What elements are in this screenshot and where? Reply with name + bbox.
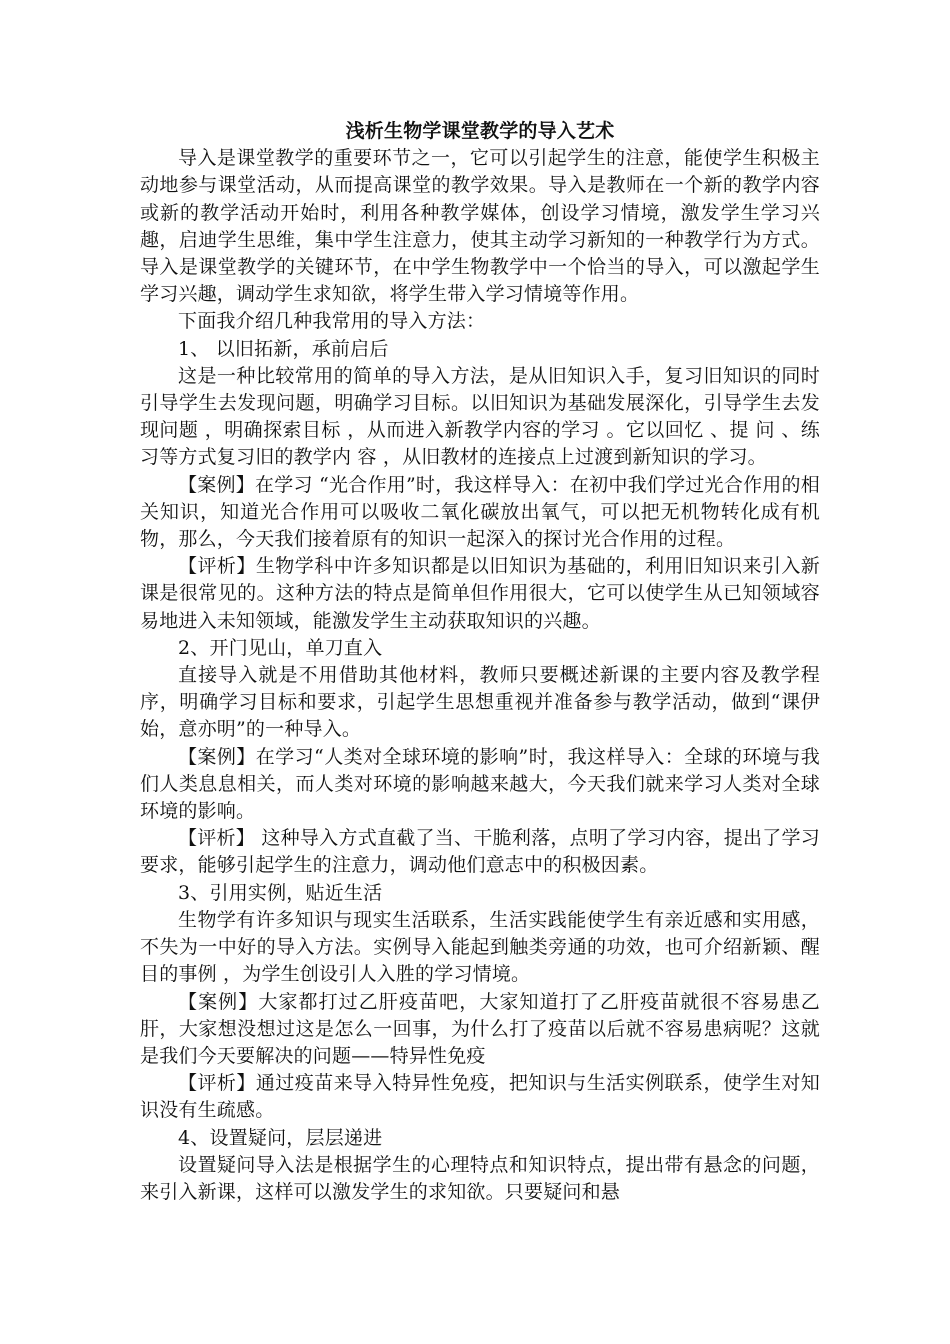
section-heading-4: 4、设置疑问，层层递进 — [178, 1126, 383, 1149]
section-heading-3: 3、引用实例，贴近生活 — [178, 881, 383, 904]
document-body — [140, 118, 820, 1206]
paragraph-comment-2: 【评析】 这种导入方式直截了当、干脆利落，点明了学习内容，提出了学习要求，能够引起学生的注意力，调动他们意志中的积极因素。 — [140, 827, 820, 877]
paragraph-methods-intro: 下面我介绍几种我常用的导入方法： — [178, 310, 486, 333]
paragraph-comment-1: 【评析】生物学科中许多知识都是以旧知识为基础的，利用旧知识来引入新课是很常见的。这种方法的特点是简单但作用很大，它可以使学生从已知领域容易地进入未知领域，能激发学生主动获取知识的兴趣。 — [140, 555, 820, 632]
paragraph-method-4: 设置疑问导入法是根据学生的心理特点和知识特点，提出带有悬念的问题，来引入新课，这样可以激发学生的求知欲。只要疑问和悬 — [140, 1153, 820, 1203]
paragraph-method-1: 这是一种比较常用的简单的导入方法，是从旧知识入手，复习旧知识的同时引导学生去发现问题，明确学习目标。以旧知识为基础发展深化，引导学生去发现问题 ，明确探索目标 ，从而进入新教学内容的学习 。它以回忆 、提 问 、练习等方式复习旧的教学内 容 ，从旧教材的连接点上过渡到新知识的学习。 — [140, 364, 820, 469]
paragraph-intro: 导入是课堂教学的重要环节之一，它可以引起学生的注意，能使学生积极主动地参与课堂活动，从而提高课堂的教学效果。导入是教师在一个新的教学内容或新的教学活动开始时，利用各种教学媒体，创设学习情境，激发学生学习兴趣，启迪学生思维，集中学生注意力，使其主动学习新知的一种教学行为方式。导入是课堂教学的关键环节，在中学生物教学中一个恰当的导入，可以激起学生学习兴趣，调动学生求知欲，将学生带入学习情境等作用。 — [140, 147, 820, 306]
paragraph-method-2: 直接导入就是不用借助其他材料，教师只要概述新课的主要内容及教学程序，明确学习目标和要求，引起学生思想重视并准备参与教学活动，做到“课伊始，意亦明”的一种导入。 — [140, 664, 820, 741]
section-heading-1: 1、 以旧拓新，承前启后 — [178, 337, 389, 360]
document-title: 浅析生物学课堂教学的导入艺术 — [345, 120, 615, 142]
paragraph-comment-3: 【评析】通过疫苗来导入特异性免疫，把知识与生活实例联系，使学生对知识没有生疏感。 — [140, 1072, 820, 1122]
section-heading-2: 2、开门见山，单刀直入 — [178, 636, 383, 659]
paragraph-case-1: 【案例】在学习 “光合作用”时，我这样导入：在初中我们学过光合作用的相关知识，知道光合作用可以吸收二氧化碳放出氧气，可以把无机物转化成有机物，那么，今天我们接着原有的知识一起深入的探讨光合作用的过程。 — [140, 473, 820, 551]
paragraph-method-3: 生物学有许多知识与现实生活联系，生活实践能使学生有亲近感和实用感，不失为一中好的导入方法。实例导入能起到触类旁通的功效，也可介绍新颖、醒目的事例 ，为学生创设引人入胜的学习情境。 — [140, 908, 820, 986]
paragraph-case-3: 【案例】大家都打过乙肝疫苗吧，大家知道打了乙肝疫苗就很不容易患乙肝，大家想没想过这是怎么一回事，为什么打了疫苗以后就不容易患病呢？这就是我们今天要解决的问题——特异性免疫 — [140, 990, 820, 1067]
paragraph-case-2: 【案例】在学习“人类对全球环境的影响”时，我这样导入：全球的环境与我们人类息息相关，而人类对环境的影响越来越大，今天我们就来学习人类对全球环境的影响。 — [140, 745, 820, 823]
